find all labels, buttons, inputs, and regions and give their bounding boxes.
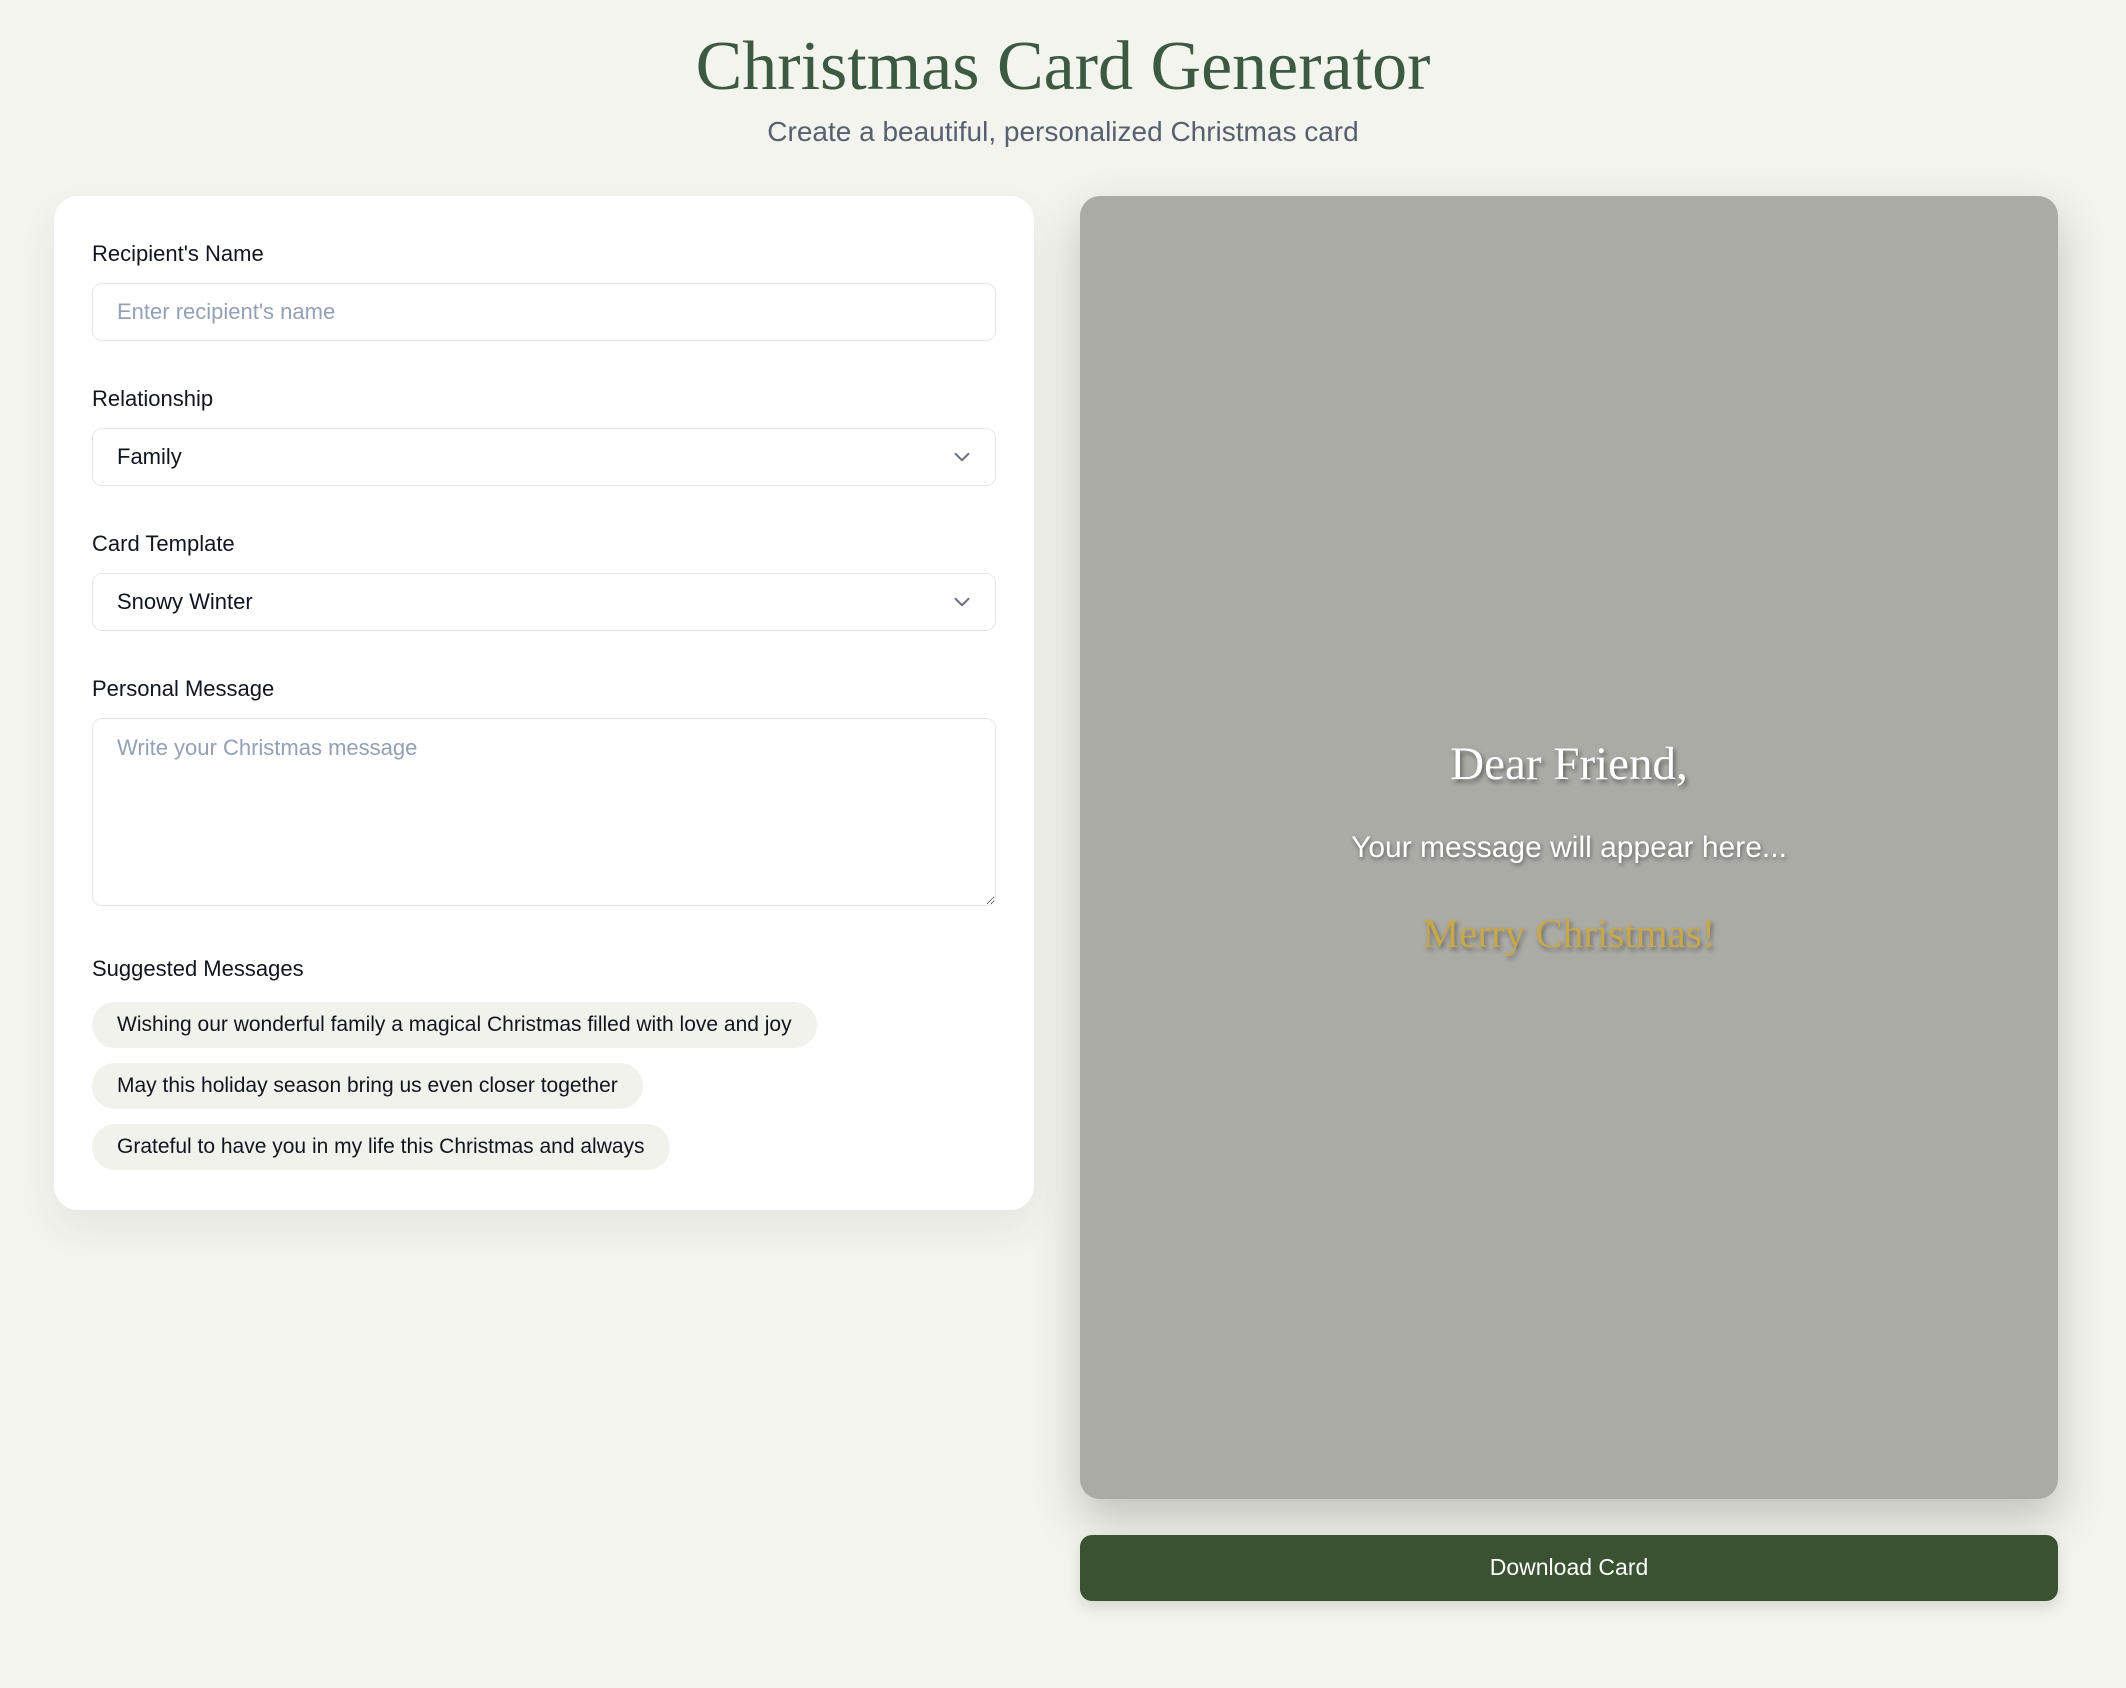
chevron-down-icon (949, 444, 975, 470)
preview-closing: Merry Christmas! (1422, 910, 1716, 956)
chevron-down-icon (949, 589, 975, 615)
relationship-selected-value: Family (117, 443, 182, 469)
suggestion-pill[interactable]: Grateful to have you in my life this Christmas and always (92, 1124, 670, 1170)
download-card-button[interactable]: Download Card (1080, 1535, 2058, 1601)
personal-message-textarea[interactable] (92, 718, 996, 906)
main-content (0, 196, 2126, 1601)
card-preview (1080, 196, 2058, 1499)
suggestion-pill[interactable]: May this holiday season bring us even closer together (92, 1063, 643, 1109)
personal-message-label: Personal Message (92, 675, 275, 701)
personal-message-field-group (92, 676, 996, 911)
card-template-select[interactable] (92, 573, 996, 631)
recipient-name-input[interactable] (92, 283, 996, 341)
recipient-name-label: Recipient's Name (92, 240, 264, 266)
relationship-label: Relationship (92, 385, 214, 411)
card-template-selected-value: Snowy Winter (117, 588, 253, 614)
suggested-messages-label: Suggested Messages (92, 955, 304, 981)
preview-message: Your message will appear here... (1351, 831, 1787, 864)
card-form-panel (54, 196, 1034, 1210)
page-title: Christmas Card Generator (695, 28, 1431, 105)
card-template-field-group (92, 531, 996, 631)
card-template-label: Card Template (92, 530, 235, 556)
page-subtitle: Create a beautiful, personalized Christmas card (767, 115, 1359, 147)
suggestion-pill[interactable]: Wishing our wonderful family a magical Christmas filled with love and joy (92, 1002, 817, 1048)
suggested-messages-group (92, 956, 996, 1170)
recipient-name-field-group (92, 241, 996, 341)
relationship-select[interactable] (92, 428, 996, 486)
relationship-field-group (92, 386, 996, 486)
page-header (0, 0, 2126, 148)
preview-greeting: Dear Friend, (1450, 738, 1688, 790)
preview-column (1080, 196, 2058, 1601)
